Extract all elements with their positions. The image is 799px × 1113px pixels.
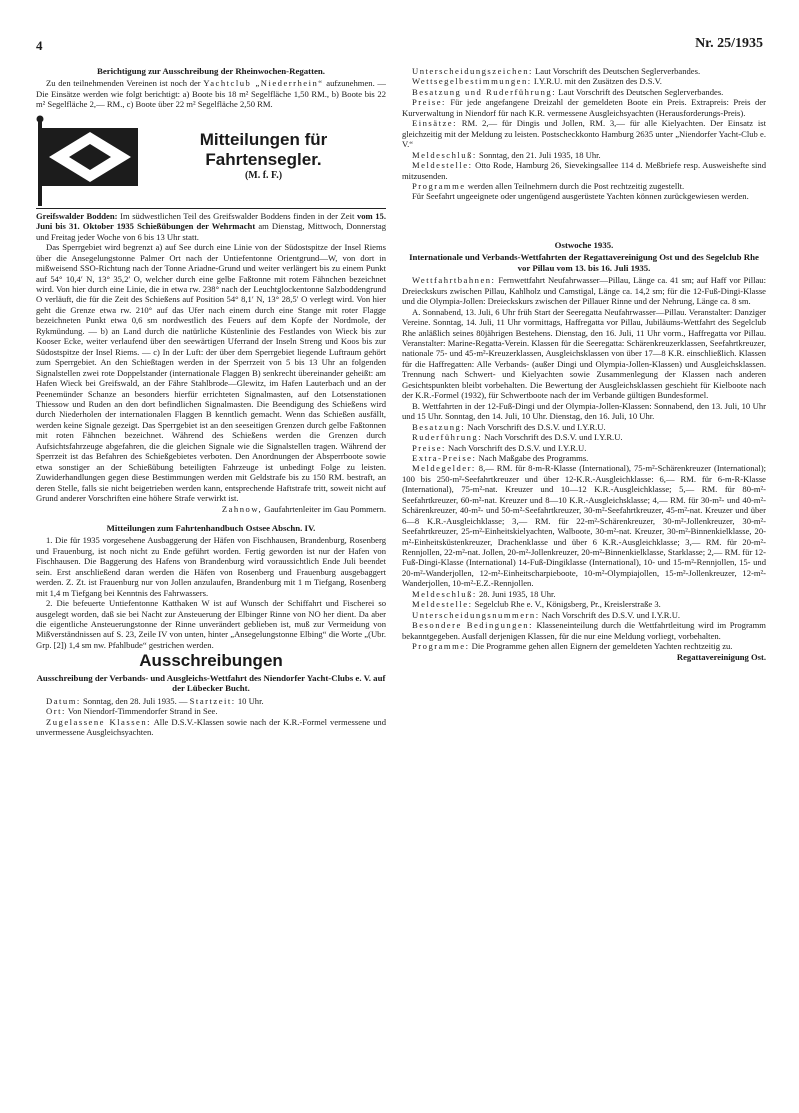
- divider: [36, 208, 386, 209]
- correction-text-2: aufzunehmen. — Die Einsätze werden wie folgt berichtigt: a) Boote bis 18 m² Segelfläche 1,50 RM., b) Boote bis 22 m² Segelfläche 2,— RM., c) Boote über 22 m² Segelfläche 2,50 RM.: [36, 78, 386, 110]
- label: Programme: [412, 180, 466, 191]
- ostwoche-a: A. Sonnabend, 13. Juli, 6 Uhr früh Start der Seeregatta Neufahrwasser—Pillau. Veranstalter: Danziger Vereine. Sonntag, 14. Juli, 11 Uhr vormittags, Haffregatta vor Pillau, Jubiläums-Wettfahrt des Segelclub Rhe anläßlich seines 80jährigen Bestehens. Dienstag, den 16. Juli, 11 Uhr vorm., Haffregatta vor Pillau. Veranstalter: Marine-Regatta-Verein. Klassen für die Seeregatta: Schärenkreuzerklassen, Seefahrtkreuzer, nationale 75- und 45-m²-Kreuzerklassen, Ausgleichsklassen von über 17—8 K.R. einschließlich. Klassen für die Haffregatten: Alle Verbands- (außer Dingi und Olympia-Jollen-Klassen) und Ausgleichsklassen. Trennung nach Schwert- und Kielyachten sowie Zusammenlegung der Klassen nach anderen Gesichtspunkten bleibt vorbehalten. Die Bewertung der Ausgleichsklassen geschieht für Kielboote nach der K.R.-Formel (1932), für Schwertboote nach der im Verbande gültigen Bundesformel.: [402, 306, 766, 401]
- ostwoche-subtitle: Internationale und Verbands-Wettfahrten der Regattavereinigung Ost und des Segelclub Rhe vor Pillau vom 13. bis 16. Juli 1935.: [409, 252, 759, 273]
- correction-club: Yachtclub „Niederrhein“: [203, 78, 324, 89]
- value: RM. 2,— für Dingis und Jollen, RM. 3,— für alle Kielyachten. Der Einsatz ist gleichzeitig mit der Meldung zu leisten. Postscheckkonto Hamburg 2635 unter „Niendorfer Yacht-Club e. V.“: [402, 118, 766, 150]
- greifswald-lead: Greifswalder Bodden:: [36, 210, 118, 221]
- value: Nach Vorschrift des D.S.V. und I.Y.R.U.: [484, 432, 623, 443]
- ostwoche-meldestelle: [402, 599, 766, 609]
- niendorf-meldeschluss: [402, 150, 766, 160]
- signature-role: Gaufahrtenleiter im Gau Pommern.: [264, 503, 386, 514]
- right-column: [402, 66, 766, 1086]
- value: Laut Vorschrift des Deutschen Seglerverbandes.: [535, 66, 701, 76]
- value: Laut Vorschrift des Deutschen Seglerverbandes.: [558, 86, 724, 97]
- niendorf-einsaetze: [402, 118, 766, 149]
- value: Für jede angefangene Dreizahl der gemeldeten Boote ein Preis. Extrapreis: Preis der Kurverwaltung in Niendorf für nach K.R. vermessene Ausgleichsyachten (Herausforderungs-Preis).: [402, 97, 766, 118]
- value: Sonntag, den 21. Juli 1935, 18 Uhr.: [478, 149, 601, 160]
- handbook-title: Mitteilungen zum Fahrtenhandbuch Ostsee Abschn. IV.: [106, 522, 316, 533]
- niendorf-meldestelle: [402, 160, 766, 181]
- ostwoche-meldegelder: [402, 463, 766, 588]
- mff-header: [36, 114, 386, 206]
- section-heading-ausschreibungen: Ausschreibungen: [139, 651, 283, 671]
- ostwoche-extra: [402, 453, 766, 463]
- niendorf-wettsegel: [402, 76, 766, 86]
- issue-number: Nr. 25/1935: [695, 36, 763, 51]
- value: Nach Maßgabe des Programms.: [478, 452, 589, 463]
- value: I.Y.R.U. mit den Zusätzen des D.S.V.: [533, 76, 662, 87]
- label: Startzeit:: [189, 695, 236, 706]
- value: Nach Vorschrift des D.S.V. und I.Y.R.U.: [467, 421, 606, 432]
- greifswald-text-1: Im südwestlichen Teil des Greifswalder Boddens finden in der Zeit: [120, 210, 355, 221]
- label: Meldegelder:: [412, 463, 476, 474]
- label: Unterscheidungsnummern:: [412, 609, 540, 620]
- label: Besatzung:: [412, 421, 466, 432]
- correction-title: Berichtigung zur Ausschreibung der Rheinwochen-Regatten.: [97, 66, 325, 76]
- label: Meldeschluß:: [412, 588, 477, 599]
- label: Programme:: [412, 641, 470, 652]
- label: Einsätze:: [412, 118, 457, 129]
- label: Preise:: [412, 97, 446, 108]
- value: 28. Juni 1935, 18 Uhr.: [478, 588, 556, 599]
- ostwoche-bahnen: [402, 275, 766, 306]
- value: Otto Rode, Hamburg 26, Sievekingsallee 114 d. Meßbriefe resp. Ausweishefte sind mitzusenden.: [402, 160, 766, 181]
- label: Meldestelle:: [412, 599, 473, 610]
- label: Ruderführung:: [412, 432, 483, 443]
- value: Klasseneinteilung durch die Wettfahrtleitung wird im Programm bekanntgegeben. Ausfall derjenigen Klassen, für die nur eine Meldung vorliegt, vorbehalten.: [402, 620, 766, 641]
- value: Nach Vorschrift des D.S.V. und I.Y.R.U.: [541, 609, 681, 620]
- ostwoche-programme: [402, 641, 766, 651]
- label: Wettsegelbestimmungen:: [412, 76, 532, 87]
- ostwoche-ruder: [402, 432, 766, 442]
- left-column: [36, 66, 386, 1086]
- label: Zugelassene Klassen:: [46, 716, 152, 727]
- ostwoche-b: B. Wettfahrten in der 12-Fuß-Dingi und der Olympia-Jollen-Klassen: Sonnabend, den 13. Juli, 10 Uhr und 15 Uhr. Sonntag, den 14. Juli, 10 Uhr. Dienstag, den 16. Juli, 10 Uhr.: [402, 400, 766, 422]
- ostwoche-preise: [402, 443, 766, 453]
- niendorf-unterscheidung: [402, 66, 766, 76]
- value: Segelclub Rhe e. V., Königsberg, Pr., Kreislerstraße 3.: [474, 599, 661, 610]
- niendorf-final: Für Seefahrt ungeeignete oder ungenügend ausgerüstete Yachten können zurückgewiesen werden.: [412, 191, 749, 202]
- value: Nach Vorschrift des D.S.V. und I.Y.R.U.: [448, 442, 587, 453]
- signature-regattavereinigung: Regattavereinigung Ost.: [676, 651, 766, 662]
- value: 10 Uhr.: [237, 695, 264, 706]
- ostwoche-meldeschluss: [402, 589, 766, 599]
- label: Preise:: [412, 442, 446, 453]
- value: Alle D.S.V.-Klassen sowie nach der K.R.-Formel vermessene und unvermessene Ausgleichsyachten.: [36, 716, 386, 738]
- label: Extra-Preise:: [412, 452, 477, 463]
- mff-title: Mitteilungen für Fahrtensegler.: [199, 129, 328, 169]
- value: Fernwettfahrt Neufahrwasser—Pillau, Länge ca. 41 sm; auf Haff vor Pillau: Dreieckskurs zwischen Pillau, Kahlholz und Camstigal, Länge ca. 14,2 sm; für die 12-Fuß-Dingi-Klasse und die Olympia-Jollen: Dreieckskurs zwischen der Pillauer Rinne und der Nehrung, Länge ca. 8 sm.: [402, 275, 766, 307]
- signature-zahnow: [36, 504, 386, 514]
- label: Meldeschluß:: [412, 149, 477, 160]
- niendorf-klassen: [36, 717, 386, 738]
- ostwoche-bedingungen: [402, 620, 766, 641]
- niendorf-preise: [402, 97, 766, 118]
- handbook-item-1: 1. Die für 1935 vorgesehene Ausbaggerung der Häfen von Fischhausen, Brandenburg, Rosenberg und Frauenburg, ist noch nicht zu Ende geführt worden. Fertig geworden ist nur der Hafen von Fischhausen. Die Baggerung des Hafens von Brandenburg wird voraussichtlich Ende Juli beendet sein. Erst anschließend daran werden die Häfen von Rosenberg und Frauenburg ausgebaggert werden. Z. Zt. ist Frauenburg nur von Jollen anzulaufen, Brandenburg mit 1 m Tiefgang, Rosenberg mit 1,4 m Tiefgang bei Kenntnis des Fahrwassers.: [36, 535, 386, 598]
- mff-title-block: [141, 114, 386, 181]
- greifswald-paragraph: [36, 211, 386, 242]
- page-number: 4: [36, 38, 43, 53]
- niendorf-ort: [36, 706, 386, 716]
- value: Die Programme gehen allen Eignern der gemeldeten Yachten rechtzeitig zu.: [471, 641, 733, 652]
- niendorf-datum: [36, 696, 386, 706]
- correction-paragraph: [36, 78, 386, 109]
- label: Ort:: [46, 706, 66, 717]
- value: Von Niendorf-Timmendorfer Strand in See.: [67, 706, 218, 717]
- ostwoche-unterscheidungsnummern: [402, 610, 766, 620]
- niendorf-programme: [402, 181, 766, 191]
- value: Sonntag, den 28. Juli 1935. —: [82, 695, 188, 706]
- value: werden allen Teilnehmern durch die Post rechtzeitig zugestellt.: [467, 180, 685, 191]
- niendorf-title: Ausschreibung der Verbands- und Ausgleichs-Wettfahrt des Niendorfer Yacht-Clubs e. V. auf der Lübecker Bucht.: [36, 672, 386, 694]
- mff-subtitle: (M. f. F.): [244, 169, 283, 181]
- ostwoche-besatzung: [402, 422, 766, 432]
- signature-name: Zahnow,: [221, 503, 263, 514]
- handbook-item-2: 2. Die befeuerte Untiefentonne Katthaken W ist auf Wunsch der Schiffahrt und Fischerei so ausgelegt worden, daß sie bei Nacht zur Ansteuerung der Elbinger Rinne von NO her dient. Da aber die eigentliche Ansteuerungstonne der Rinne unverändert geblieben ist, muß zur Vermeidung von Mißverständnissen auf S. 23, Zeile IV von unten, hinter „Ansegelungstonne Elbing“ die Worte „(Ubr. Grp. [2]) 1,4 sm nw. Pfahlbude“ gestrichen werden.: [36, 598, 386, 650]
- correction-text-1: Zu den teilnehmenden Vereinen ist noch der: [46, 78, 201, 89]
- sperrgebiet-paragraph: Das Sperrgebiet wird begrenzt a) auf See durch eine Linie von der Südostspitze der Insel Riems über die Ansegelungstonne Palmer Ort nach der Untiefentonne Orientgrund—W, von dort in mißweisend SSO-Richtung nach der Tonne Ariadne-Grund und weiter verlängert bis zu einem Punkt auf 54° 10,4′ N, 13° 35,2′ O, welcher durch eine gelbe Faßtonne mit rotem Fähnchen bezeichnet wird. Von hier durch eine Linie, die in etwa rw. 238° nach der Leuchtglockentonne Salzboddengrund O verläuft, die für die Zeit des Schießens auf Position 54° 8,1′ N, 13° 28,5′ O verlegt wird. Von hier geht die Grenze etwa rw. 210° auf das Ufer nach einem durch eine Stange mit roter Flagge bezeichneten Punkt etwa 0,6 sm nordwestlich des Feuers auf dem Kopfe der Nordmole, der Rykmündung. — b) an Land durch die natürliche Küstenlinie des Festlandes von Wieck bis zur Kooser Ecke, weiter verlaufend über den seewärtigen Uferrand der Inseln Streng und Koos bis zur Südostspitze der Insel Riems. — c) In der Luft: der über dem Sperrgebiet liegende Luftraum gehört zum Sperrgebiet. An den Schießtagen werden in der Sperrzeit von 5 bis 13 Uhr an folgenden Signalstellen zwei rote Doppelstander (internationale Flaggen B) senkrecht übereinander geheißt: am Hafen Wieck bei Greifswald, an der Fähre Stahlbrode—Glewitz, im Hafen Lauterbach und an der Peenemünder Schanze an besonders hierfür errichteten Signalmasten, auf den Lotsenstationen Thiessow und Ruden an den dort befindlichen Signalmasten. Die Beendigung des Schießens wird durch Niederholen der internationalen Flaggen B kenntlich gemacht. Wenn das Schießen ausfällt, werden keine Signale gezeigt. Das Sperrgebiet ist an den seeseitigen Grenzen durch gelbe Faßtonnen mit roten Fähnchen bezeichnet. Während des Schießens werden die Grenzen durch Aufsichtsfahrzeuge abgefahren, die die gleichen Signale wie die Signalstellen tragen. Während der Sperrzeit ist das Befahren des Schießgebietes verboten. Den Anordnungen der Absperrboote sowie etwa sonstiger an der Schießübung beteiligten Fahrzeuge ist unbedingt Folge zu leisten. Zuwiderhandlungen gegen diese Bestimmungen werden mit Geldstrafe bis zu 150 RM. bestraft, an deren Stelle, falls sie nicht beigetrieben werden kann, entsprechende Haftstrafe tritt, soweit nicht auf Grund anderer Vorschriften eine höhere Strafe verwirkt ist.: [36, 242, 386, 504]
- greifswald-text-2: am Dienstag, Mittwoch, Donnerstag und Freitag jeder Woche von 6 bis 13 Uhr statt.: [36, 221, 386, 242]
- label: Unterscheidungszeichen:: [412, 66, 533, 76]
- label: Wettfahrtbahnen:: [412, 275, 496, 286]
- label: Meldestelle:: [412, 160, 473, 171]
- ostwoche-title: Ostwoche 1935.: [554, 239, 614, 250]
- niendorf-besatzung: [402, 87, 766, 97]
- greifswald-bold: vom 15. Juni bis 31. Oktober 1935 Schießübungen der Wehrmacht: [36, 210, 386, 232]
- club-flag-icon: [36, 114, 141, 206]
- label: Besatzung und Ruderführung:: [412, 86, 557, 97]
- value: 8,— RM. für 8-m-R-Klasse (International), 75-m²-Schärenkreuzer (International); 100 bis 250-m²-Seefahrtkreuzer und über 12-K.R.-Ausgleichklasse: 6,— RM. für 6-m-R-Klasse (International), 75-m²-nat. Kreuzer und 10—12 K.R.-Ausgleichklasse; 5,— RM. für 80-m²-Seefahrtkreuzer, 60-m²-nat. Kreuzer und 8—10 K.R.-Ausgleichsklasse; 4,— RM. für 30-m²- und 40-m²-Schärenkreuzer, 40-m²- und 50-m²-Seefahrtkreuzer, 30-m²-Seefahrtkreuzer, 45-m²-nat. Kreuzer und über 6—8 K.R.-Ausgleichklasse; 3,— RM. für 22-m²-Schärenkreuzer, 30-m²-Jollenkreuzer, 30-m²-Seefahrtkreuzer, 25-m²-Einheitskielyachten, Walboote, 30-m²-nat. Kreuzer, 30-m²-Binnenkielklasse, 20-m²-Einheitsküstenkreuzer, Drachenklasse und über 6 K.R.-Ausgleichklasse; 3,— RM. für 20-m²-Rennjollen, 22-m²-nat. Jollen, 20-m²-Jollenkreuzer, 20-m²-Binnenkielklasse, Starklasse; 2,— RM. für 12-Fuß-Dingi-Klasse (International) 14-Fuß-Dingiklasse (International), 10- und 15-m²-Rennjollen, 15- und 20-m²-Wanderjollen, 12-m²-Einheitscharpieboote, 10-m²-Olympiajollen, 15-m²-Jollenkreuzer, 12-m²-Wanderjollen, 10-m²-E.Z.-Rennjollen.: [402, 463, 766, 589]
- label: Besondere Bedingungen:: [412, 620, 533, 631]
- label: Datum:: [46, 695, 81, 706]
